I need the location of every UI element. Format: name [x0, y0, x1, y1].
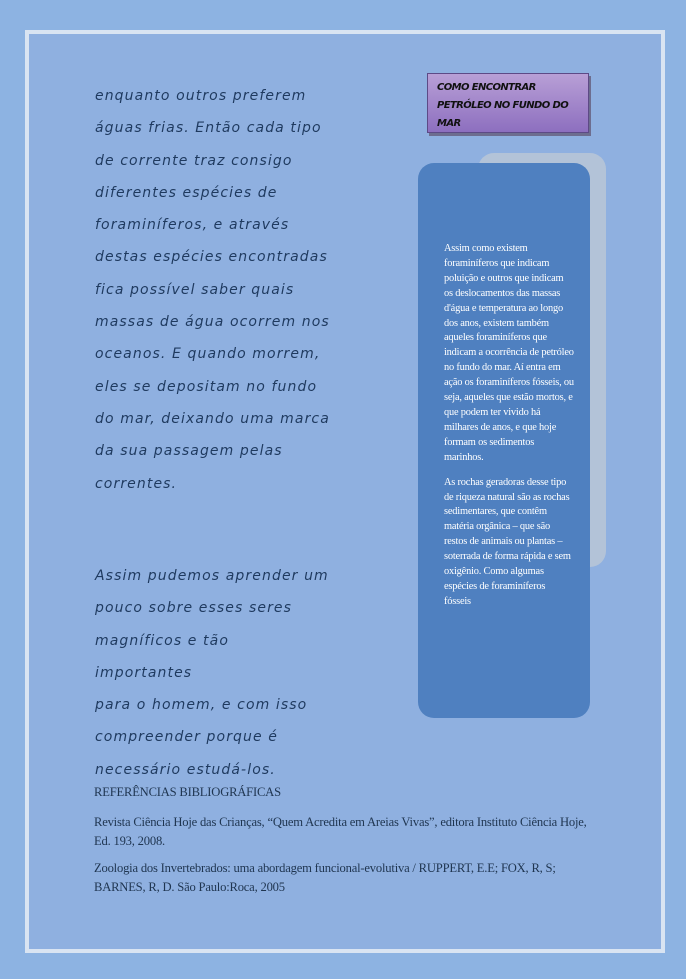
- text-line: de corrente traz consigo: [95, 152, 293, 169]
- text-line: necessário estudá-los.: [95, 761, 276, 778]
- text-line: diferentes espécies de: [95, 184, 278, 201]
- text-line: pouco sobre esses seres: [95, 600, 293, 617]
- text-line: eles se depositam no fundo: [95, 378, 318, 395]
- text-line: compreender porque é: [95, 729, 278, 746]
- text-line: fica possível saber quais: [95, 281, 295, 298]
- text-line: magníficos e tão importantes: [95, 632, 229, 681]
- text-line: do mar, deixando uma marca: [95, 410, 330, 427]
- sidebar-paragraph-1: Assim como existem foraminíferos que indicam poluição e outros que indicam os deslocamentos das massas d'água e temperatura ao longo dos anos, existem também aqueles foraminíferos que indicam a ocorrência de petróleo no fundo do mar. Aí entra em ação os foraminíferos fósseis, ou seja, aqueles que estão mortos, e que podem ter vivido há milhares de anos, e que hoje formam os sedimentos marinhos.: [444, 243, 574, 463]
- references: [94, 783, 599, 905]
- reference-item: Revista Ciência Hoje das Crianças, “Quem Acredita em Areias Vivas”, editora Instituto Ciência Hoje, Ed. 193, 2008.: [94, 815, 587, 848]
- text-line: foraminíferos, e através: [95, 217, 290, 234]
- text-line: massas de água ocorrem nos: [95, 314, 330, 331]
- reference-item: Zoologia dos Invertebrados: uma abordagem funcional-evolutiva / RUPPERT, E.E; FOX, R, S; BARNES, R, D. São Paulo:Roca, 2005: [94, 861, 556, 894]
- sidebar-title: COMO ENCONTRAR PETRÓLEO NO FUNDO DO MAR: [427, 73, 589, 133]
- main-text-paragraph-1: [95, 80, 330, 500]
- text-line: para o homem, e com isso: [95, 697, 308, 714]
- text-line: da sua passagem pelas: [95, 443, 283, 460]
- sidebar-text: [444, 242, 574, 620]
- main-text-paragraph-2: [95, 560, 330, 786]
- text-line: enquanto outros preferem: [95, 88, 307, 104]
- text-line: Assim pudemos aprender um: [95, 568, 329, 584]
- text-line: águas frias. Então cada tipo: [95, 120, 322, 137]
- text-line: oceanos. E quando morrem,: [95, 346, 321, 363]
- references-heading: REFERÊNCIAS BIBLIOGRÁFICAS: [94, 785, 281, 799]
- text-line: correntes.: [95, 475, 178, 492]
- sidebar-paragraph-2: As rochas geradoras desse tipo de riqueza natural são as rochas sedimentares, que contêm matéria orgânica – que são restos de animais ou plantas – soterrada de forma rápida e sem oxigênio. Como algumas espécies de foraminíferos fósseis: [444, 476, 571, 607]
- text-line: destas espécies encontradas: [95, 249, 328, 266]
